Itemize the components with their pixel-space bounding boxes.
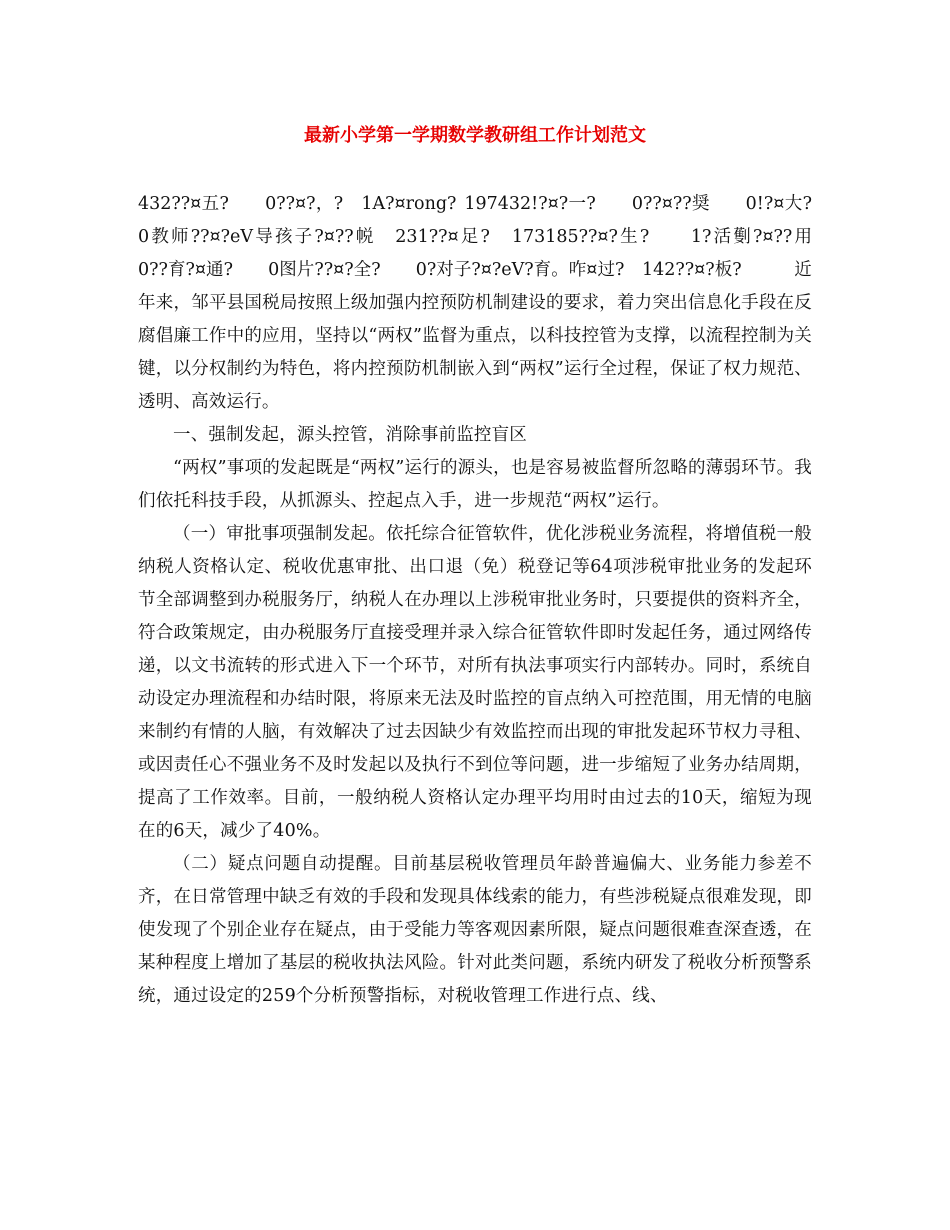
document-title: 最新小学第一学期数学教研组工作计划范文 — [304, 125, 646, 146]
garbled-text: 432??¤五? 0??¤?，? 1A?¤rong? 197432!?¤?一? 0??¤??奨 0!?¤大? 0教师??¤?eV导孩子?¤??帨 231??¤足? 173185??¤?生? 1?活劐?¤??用 0??育?¤通? 0图片??¤?全? 0?对子?¤?eV?育。咋¤过? 142??¤?板? — [138, 194, 847, 280]
section-heading: 一、强制发起，源头控管，消除事前监控盲区 — [173, 425, 527, 445]
paragraph: （一）审批事项强制发起。依托综合征管软件，优化涉税业务流程，将增值税一般纳税人资格认定、税收优惠审批、出口退（免）税登记等64项涉税审批业务的发起环节全部调整到办税服务厅，纳税人在办理以上涉税审批业务时，只要提供的资料齐全，符合政策规定，由办税服务厅直接受理并录入综合征管软件即时发起任务，通过网络传递，以文书流转的形式进入下一个环节，对所有执法事项实行内部转办。同时，系统自动设定办理流程和办结时限，将原来无法及时监控的盲点纳入可控范围，用无情的电脑来制约有情的人脑，有效解决了过去因缺少有效监控而出现的审批发起环节权力寻租、或因责任心不强业务不及时发起以及执行不到位等问题，进一步缩短了业务办结周期，提高了工作效率。目前，一般纳税人资格认定办理平均用时由过去的10天，缩短为现在的6天，减少了40%。 — [138, 524, 812, 841]
paragraph: （二）疑点问题自动提醒。目前基层税收管理员年龄普遍偏大、业务能力参差不齐，在日常管理中缺乏有效的手段和发现具体线索的能力，有些涉税疑点很难发现，即使发现了个别企业存在疑点，由于受能力等客观因素所限，疑点问题很难查深查透，在某种程度上增加了基层的税收执法风险。针对此类问题，系统内研发了税收分析预警系统，通过设定的259个分析预警指标，对税收管理工作进行点、线、 — [138, 854, 812, 1006]
document-body — [138, 188, 847, 1013]
paragraph-intro — [138, 188, 847, 419]
paragraph: “两权”事项的发起既是“两权”运行的源头，也是容易被监督所忽略的薄弱环节。我们依托科技手段，从抓源头、控起点入手，进一步规范“两权”运行。 — [138, 458, 812, 511]
paragraph-text: 近年来，邹平县国税局按照上级加强内控预防机制建设的要求，着力突出信息化手段在反腐倡廉工作中的应用，坚持以“两权”监督为重点，以科技控管为支撑，以流程控制为关键，以分权制约为特色，将内控预防机制嵌入到“两权”运行全过程，保证了权力规范、透明、高效运行。 — [138, 260, 812, 412]
